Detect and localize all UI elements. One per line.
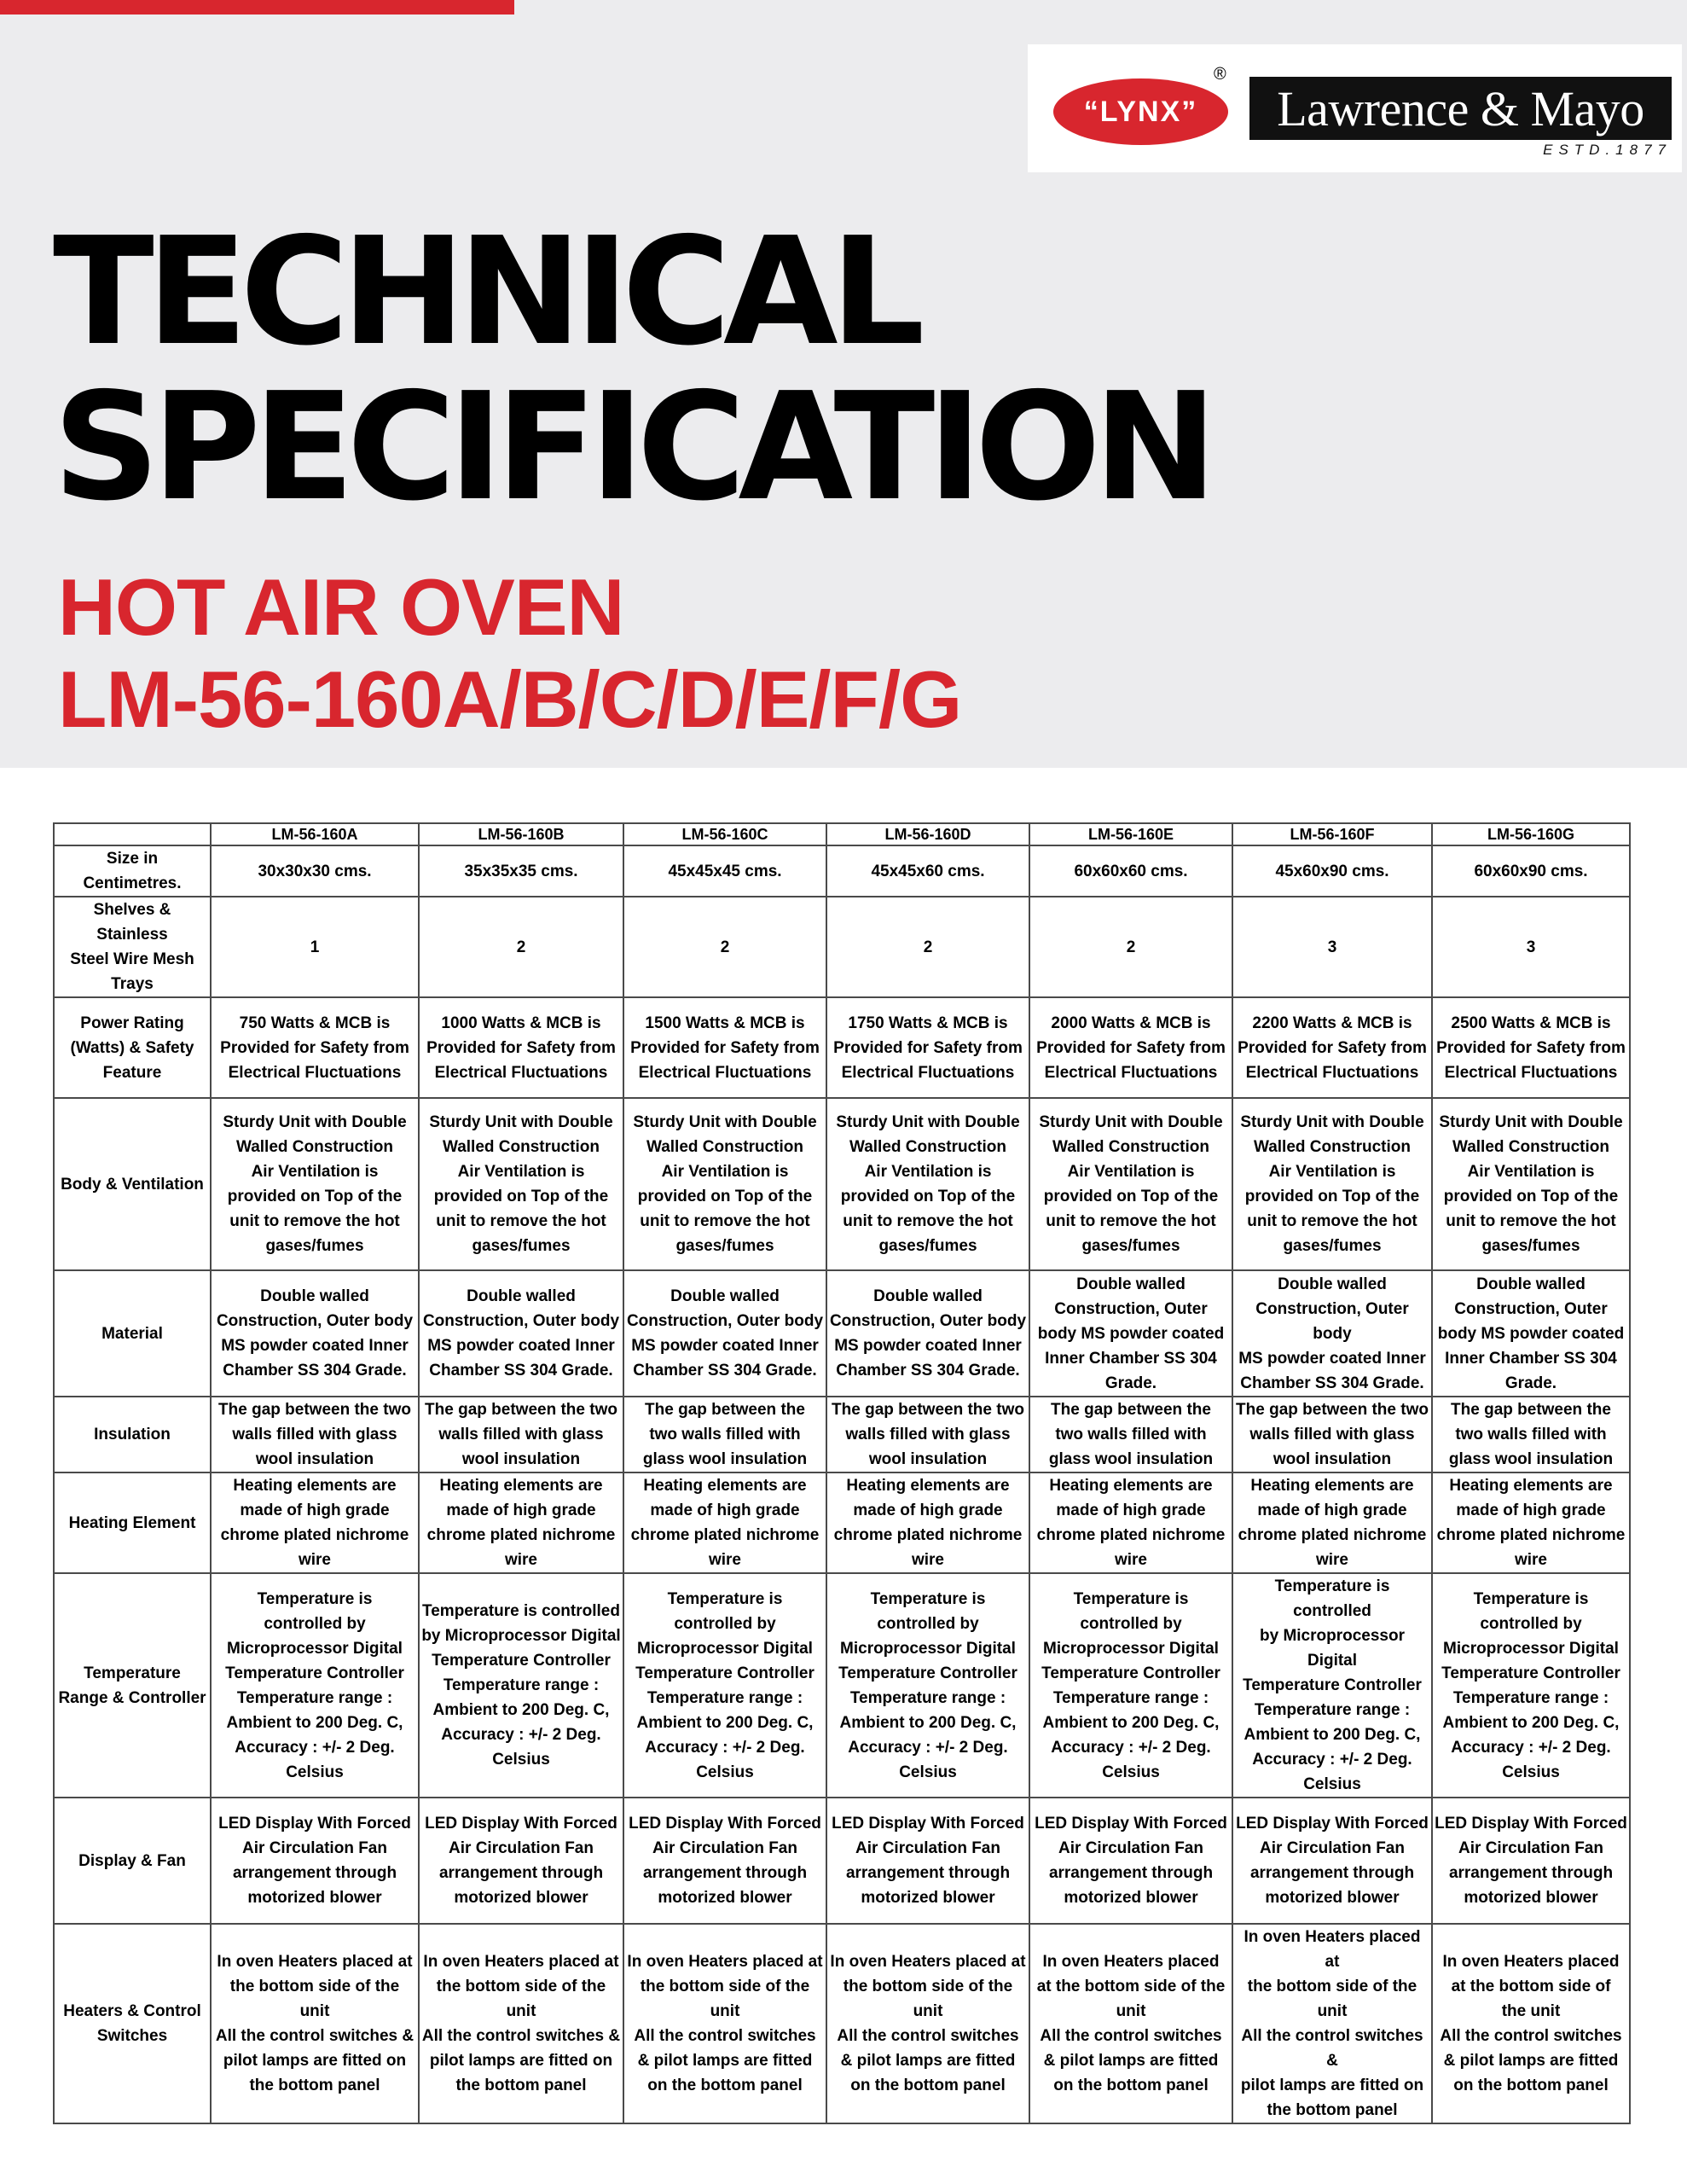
spec-cell-text: 1000 Watts & MCB is Provided for Safety from Electrical Fluctuations <box>426 1014 616 1082</box>
spec-cell-text: 45x60x90 cms. <box>1275 862 1389 880</box>
spec-cell <box>826 1924 1029 2123</box>
spec-cell <box>1029 845 1232 897</box>
spec-cell-text: Double walled Construction, Outer body MS powder coated Inner Chamber SS 304 Grade. <box>216 1287 414 1380</box>
spec-cell <box>826 1573 1029 1798</box>
spec-cell <box>623 1924 826 2123</box>
title-line: TECHNICAL <box>53 206 918 379</box>
spec-cell-text: Double walled Construction, Outer body MS powder coated Inner Chamber SS 304 Grade. <box>1238 1275 1426 1392</box>
row-label-text: Material <box>101 1324 163 1343</box>
spec-cell <box>1432 997 1630 1098</box>
spec-cell-text: 1500 Watts & MCB is Provided for Safety from Electrical Fluctuations <box>630 1014 820 1082</box>
spec-cell-text: Heating elements are made of high grade chrome plated nichrome wire <box>833 1477 1023 1569</box>
spec-cell-text: In oven Heaters placed at the bottom side of the unit All the control switches & pilot lamps are fitted on the bottom panel <box>627 1953 823 2094</box>
row-label-text: Size in Centimetres. <box>83 850 182 892</box>
spec-cell <box>826 1472 1029 1573</box>
spec-cell-text: 750 Watts & MCB is Provided for Safety from Electrical Fluctuations <box>220 1014 409 1082</box>
spec-cell <box>419 1573 623 1798</box>
title-line: SPECIFICATION <box>53 361 1210 534</box>
spec-cell <box>826 1798 1029 1924</box>
spec-cell-text: Heating elements are made of high grade chrome plated nichrome wire <box>1436 1477 1626 1569</box>
table-row-display-fan <box>54 1798 1630 1924</box>
row-label-text: Display & Fan <box>78 1851 186 1870</box>
model-header: LM-56-160D <box>826 823 1029 845</box>
row-label <box>54 897 211 997</box>
row-label <box>54 997 211 1098</box>
spec-cell-text: LED Display With Forced Air Circulation Fan arrangement through motorized blower <box>1236 1815 1429 1907</box>
row-label-text: Temperature Range & Controller <box>58 1664 206 1707</box>
spec-cell <box>1432 1098 1630 1270</box>
spec-cell <box>623 1397 826 1472</box>
spec-cell <box>1232 1098 1432 1270</box>
spec-cell-text: Double walled Construction, Outer body MS powder coated Inner Chamber SS 304 Grade. <box>829 1287 1027 1380</box>
spec-cell <box>211 1472 419 1573</box>
spec-cell <box>1432 1472 1630 1573</box>
spec-cell-text: Temperature is controlled by Microprocessor Digital Temperature Controller Temperature range : Ambient to 200 Deg. C, Accuracy : +/- 2 Deg. Celsius <box>635 1589 815 1781</box>
spec-cell-text: 35x35x35 cms. <box>464 862 578 880</box>
spec-cell <box>623 1270 826 1397</box>
row-label <box>54 1924 211 2123</box>
brand-logo <box>1028 44 1682 172</box>
row-label-text: Insulation <box>94 1426 171 1443</box>
spec-cell <box>1232 897 1432 997</box>
spec-cell-text: Heating elements are made of high grade chrome plated nichrome wire <box>1238 1477 1427 1569</box>
spec-cell <box>419 1098 623 1270</box>
spec-cell <box>826 1397 1029 1472</box>
row-label-text: Body & Ventilation <box>61 1175 204 1194</box>
spec-cell-text: LED Display With Forced Air Circulation Fan arrangement through motorized blower <box>832 1815 1024 1907</box>
spec-cell-text: Temperature is controlled by Microprocessor Digital Temperature Controller Temperature range : Ambient to 200 Deg. C, Accuracy : +/- 2 Deg. Celsius <box>838 1589 1017 1781</box>
subtitle-line: LM-56-160A/B/C/D/E/F/G <box>58 654 962 744</box>
spec-cell-text: Heating elements are made of high grade chrome plated nichrome wire <box>426 1477 616 1569</box>
spec-cell-text: Temperature is controlled by Microprocessor Digital Temperature Controller Temperature range : Ambient to 200 Deg. C, Accuracy : +/- 2 Deg. Celsius <box>421 1602 621 1769</box>
row-label <box>54 1098 211 1270</box>
spec-cell <box>1432 1270 1630 1397</box>
spec-cell-text: 45x45x60 cms. <box>871 862 985 880</box>
table-row-size <box>54 845 1630 897</box>
spec-cell <box>211 1798 419 1924</box>
spec-cell-text: 1750 Watts & MCB is Provided for Safety from Electrical Fluctuations <box>833 1014 1023 1082</box>
spec-cell <box>826 1098 1029 1270</box>
model-header: LM-56-160B <box>419 823 623 845</box>
spec-cell-text: Sturdy Unit with Double Walled Construction Air Ventilation is provided on Top of the unit to remove the hot gases/fumes <box>429 1113 613 1255</box>
spec-cell-text: LED Display With Forced Air Circulation Fan arrangement through motorized blower <box>629 1815 821 1907</box>
spec-cell <box>1232 1270 1432 1397</box>
table-row-material <box>54 1270 1630 1397</box>
spec-cell <box>1029 1098 1232 1270</box>
established-year: ESTD.1877 <box>1543 142 1672 158</box>
spec-cell <box>211 1098 419 1270</box>
spec-cell-text: 2 <box>1126 938 1136 956</box>
table-row-insulation <box>54 1397 1630 1472</box>
spec-cell <box>419 845 623 897</box>
spec-cell <box>419 1472 623 1573</box>
header-corner <box>54 823 211 845</box>
model-header: LM-56-160G <box>1432 823 1630 845</box>
spec-cell-text: In oven Heaters placed at the bottom side of the unit All the control switches & pilot lamps are fitted on the bottom panel <box>1440 1953 1622 2094</box>
spec-cell-text: Heating elements are made of high grade chrome plated nichrome wire <box>220 1477 409 1569</box>
table-row-power <box>54 997 1630 1098</box>
row-label-text: Heaters & Control Switches <box>63 2002 201 2045</box>
row-label <box>54 845 211 897</box>
spec-cell-text: Sturdy Unit with Double Walled Construction Air Ventilation is provided on Top of the unit to remove the hot gases/fumes <box>1240 1113 1424 1255</box>
spec-cell-text: 2200 Watts & MCB is Provided for Safety from Electrical Fluctuations <box>1238 1014 1427 1082</box>
spec-cell-text: In oven Heaters placed at the bottom side of the unit All the control switches & pilot lamps are fitted on the bottom panel <box>215 1953 415 2094</box>
spec-cell <box>211 1573 419 1798</box>
spec-cell <box>1029 1472 1232 1573</box>
spec-cell <box>1432 897 1630 997</box>
spec-cell-text: Temperature is controlled by Microprocessor Digital Temperature Controller Temperature range : Ambient to 200 Deg. C, Accuracy : +/- 2 Deg. Celsius <box>1243 1577 1422 1793</box>
spec-cell <box>1232 1924 1432 2123</box>
spec-cell <box>419 1798 623 1924</box>
spec-cell <box>419 1924 623 2123</box>
accent-bar <box>0 0 514 15</box>
spec-cell-text: 2500 Watts & MCB is Provided for Safety from Electrical Fluctuations <box>1436 1014 1626 1082</box>
registered-mark: ® <box>1214 65 1226 84</box>
spec-cell <box>1232 1397 1432 1472</box>
spec-cell-text: 2000 Watts & MCB is Provided for Safety from Electrical Fluctuations <box>1036 1014 1226 1082</box>
spec-cell-text: Sturdy Unit with Double Walled Construction Air Ventilation is provided on Top of the unit to remove the hot gases/fumes <box>1439 1113 1623 1255</box>
spec-cell-text: In oven Heaters placed at the bottom side of the unit All the control switches & pilot lamps are fitted on the bottom panel <box>830 1953 1026 2094</box>
spec-cell <box>1232 1472 1432 1573</box>
spec-cell <box>419 1397 623 1472</box>
spec-cell <box>1432 1573 1630 1798</box>
spec-cell <box>419 1270 623 1397</box>
spec-cell <box>623 845 826 897</box>
spec-cell-text: The gap between the two walls filled with glass wool insulation <box>218 1401 411 1468</box>
spec-cell-text: In oven Heaters placed at the bottom side of the unit All the control switches & pilot lamps are fitted on the bottom panel <box>1036 1953 1226 2094</box>
spec-cell <box>826 997 1029 1098</box>
spec-table <box>53 822 1631 2124</box>
spec-cell-text: 2 <box>923 938 933 956</box>
spec-cell <box>211 1397 419 1472</box>
spec-cell-text: Temperature is controlled by Microprocessor Digital Temperature Controller Temperature range : Ambient to 200 Deg. C, Accuracy : +/- 2 Deg. Celsius <box>225 1589 404 1781</box>
spec-cell <box>1232 845 1432 897</box>
spec-cell-text: Sturdy Unit with Double Walled Construction Air Ventilation is provided on Top of the unit to remove the hot gases/fumes <box>223 1113 407 1255</box>
spec-cell <box>211 1924 419 2123</box>
spec-cell-text: The gap between the two walls filled with glass wool insulation <box>425 1401 617 1468</box>
spec-cell <box>211 997 419 1098</box>
spec-cell-text: The gap between the two walls filled with glass wool insulation <box>1048 1401 1214 1468</box>
row-label <box>54 1798 211 1924</box>
table-row-body-ventilation <box>54 1098 1630 1270</box>
spec-cell-text: The gap between the two walls filled with glass wool insulation <box>1448 1401 1614 1468</box>
spec-cell <box>1232 1573 1432 1798</box>
spec-cell <box>1432 1924 1630 2123</box>
spec-cell-text: Sturdy Unit with Double Walled Construction Air Ventilation is provided on Top of the unit to remove the hot gases/fumes <box>1039 1113 1223 1255</box>
spec-cell-text: 3 <box>1526 938 1536 956</box>
table-row-heaters-switches <box>54 1924 1630 2123</box>
subtitle-line: HOT AIR OVEN <box>58 562 624 652</box>
row-label <box>54 1472 211 1573</box>
table-row-heating-element <box>54 1472 1630 1573</box>
spec-cell-text: Sturdy Unit with Double Walled Construction Air Ventilation is provided on Top of the unit to remove the hot gases/fumes <box>633 1113 817 1255</box>
table-row-shelves <box>54 897 1630 997</box>
spec-cell <box>1029 897 1232 997</box>
spec-cell-text: Heating elements are made of high grade chrome plated nichrome wire <box>630 1477 820 1569</box>
spec-cell <box>211 845 419 897</box>
spec-cell <box>1432 845 1630 897</box>
spec-cell <box>623 897 826 997</box>
spec-cell <box>1432 1397 1630 1472</box>
spec-cell-text: 3 <box>1327 938 1337 956</box>
table-header-row <box>54 823 1630 845</box>
spec-cell-text: 60x60x60 cms. <box>1074 862 1188 880</box>
lawrence-mayo-logo: Lawrence & Mayo <box>1249 77 1672 140</box>
spec-cell-text: Sturdy Unit with Double Walled Construction Air Ventilation is provided on Top of the unit to remove the hot gases/fumes <box>836 1113 1020 1255</box>
spec-cell-text: The gap between the two walls filled with glass wool insulation <box>642 1401 808 1468</box>
spec-cell-text: LED Display With Forced Air Circulation Fan arrangement through motorized blower <box>1435 1815 1627 1907</box>
row-label <box>54 1397 211 1472</box>
spec-cell-text: LED Display With Forced Air Circulation Fan arrangement through motorized blower <box>218 1815 411 1907</box>
spec-cell <box>1029 1573 1232 1798</box>
model-header: LM-56-160E <box>1029 823 1232 845</box>
table-row-temperature <box>54 1573 1630 1798</box>
spec-cell-text: 2 <box>516 938 526 956</box>
spec-cell-text: Temperature is controlled by Microprocessor Digital Temperature Controller Temperature range : Ambient to 200 Deg. C, Accuracy : +/- 2 Deg. Celsius <box>1041 1589 1220 1781</box>
spec-cell-text: Double walled Construction, Outer body MS powder coated Inner Chamber SS 304 Grade. <box>1437 1275 1625 1392</box>
page-title <box>53 206 1210 534</box>
spec-cell-text: 45x45x45 cms. <box>668 862 782 880</box>
row-label <box>54 1270 211 1397</box>
model-header: LM-56-160F <box>1232 823 1432 845</box>
spec-cell <box>1029 1924 1232 2123</box>
spec-cell <box>211 897 419 997</box>
spec-cell <box>1029 1397 1232 1472</box>
spec-cell <box>623 1798 826 1924</box>
model-header: LM-56-160C <box>623 823 826 845</box>
spec-cell <box>826 845 1029 897</box>
spec-cell <box>623 1472 826 1573</box>
spec-cell <box>211 1270 419 1397</box>
spec-cell <box>1232 1798 1432 1924</box>
spec-cell <box>1029 997 1232 1098</box>
product-subtitle <box>58 561 961 746</box>
spec-cell-text: LED Display With Forced Air Circulation Fan arrangement through motorized blower <box>425 1815 617 1907</box>
spec-cell <box>826 1270 1029 1397</box>
row-label <box>54 1573 211 1798</box>
spec-cell <box>419 997 623 1098</box>
spec-cell-text: Heating elements are made of high grade chrome plated nichrome wire <box>1036 1477 1226 1569</box>
spec-cell <box>1029 1798 1232 1924</box>
spec-cell-text: Temperature is controlled by Microprocessor Digital Temperature Controller Temperature range : Ambient to 200 Deg. C, Accuracy : +/- 2 Deg. Celsius <box>1441 1589 1620 1781</box>
spec-cell-text: LED Display With Forced Air Circulation Fan arrangement through motorized blower <box>1035 1815 1227 1907</box>
spec-cell <box>419 897 623 997</box>
lynx-logo: “LYNX” <box>1053 78 1228 145</box>
row-label-text: Heating Element <box>68 1513 196 1532</box>
spec-cell-text: 30x30x30 cms. <box>258 862 372 880</box>
spec-cell <box>1232 997 1432 1098</box>
spec-cell <box>623 1573 826 1798</box>
spec-cell-text: Double walled Construction, Outer body MS powder coated Inner Chamber SS 304 Grade. <box>626 1287 824 1380</box>
spec-cell-text: The gap between the two walls filled with glass wool insulation <box>1236 1401 1429 1468</box>
spec-cell-text: 1 <box>310 938 320 956</box>
spec-cell-text: In oven Heaters placed at the bottom side of the unit All the control switches & pilot lamps are fitted on the bottom panel <box>421 1953 621 2094</box>
spec-cell <box>623 1098 826 1270</box>
row-label-text: Power Rating (Watts) & Safety Feature <box>70 1014 194 1082</box>
spec-cell <box>826 897 1029 997</box>
spec-cell-text: 60x60x90 cms. <box>1474 862 1588 880</box>
spec-cell-text: The gap between the two walls filled with glass wool insulation <box>832 1401 1024 1468</box>
row-label-text: Shelves & Stainless Steel Wire Mesh Trays <box>70 901 194 993</box>
spec-cell <box>623 997 826 1098</box>
spec-cell-text: Double walled Construction, Outer body MS powder coated Inner Chamber SS 304 Grade. <box>422 1287 620 1380</box>
spec-cell-text: Double walled Construction, Outer body MS powder coated Inner Chamber SS 304 Grade. <box>1037 1275 1225 1392</box>
spec-cell <box>1029 1270 1232 1397</box>
spec-cell-text: In oven Heaters placed at the bottom side of the unit All the control switches & pilot lamps are fitted on the bottom panel <box>1240 1928 1424 2119</box>
model-header: LM-56-160A <box>211 823 419 845</box>
spec-cell-text: 2 <box>720 938 730 956</box>
spec-cell <box>1432 1798 1630 1924</box>
